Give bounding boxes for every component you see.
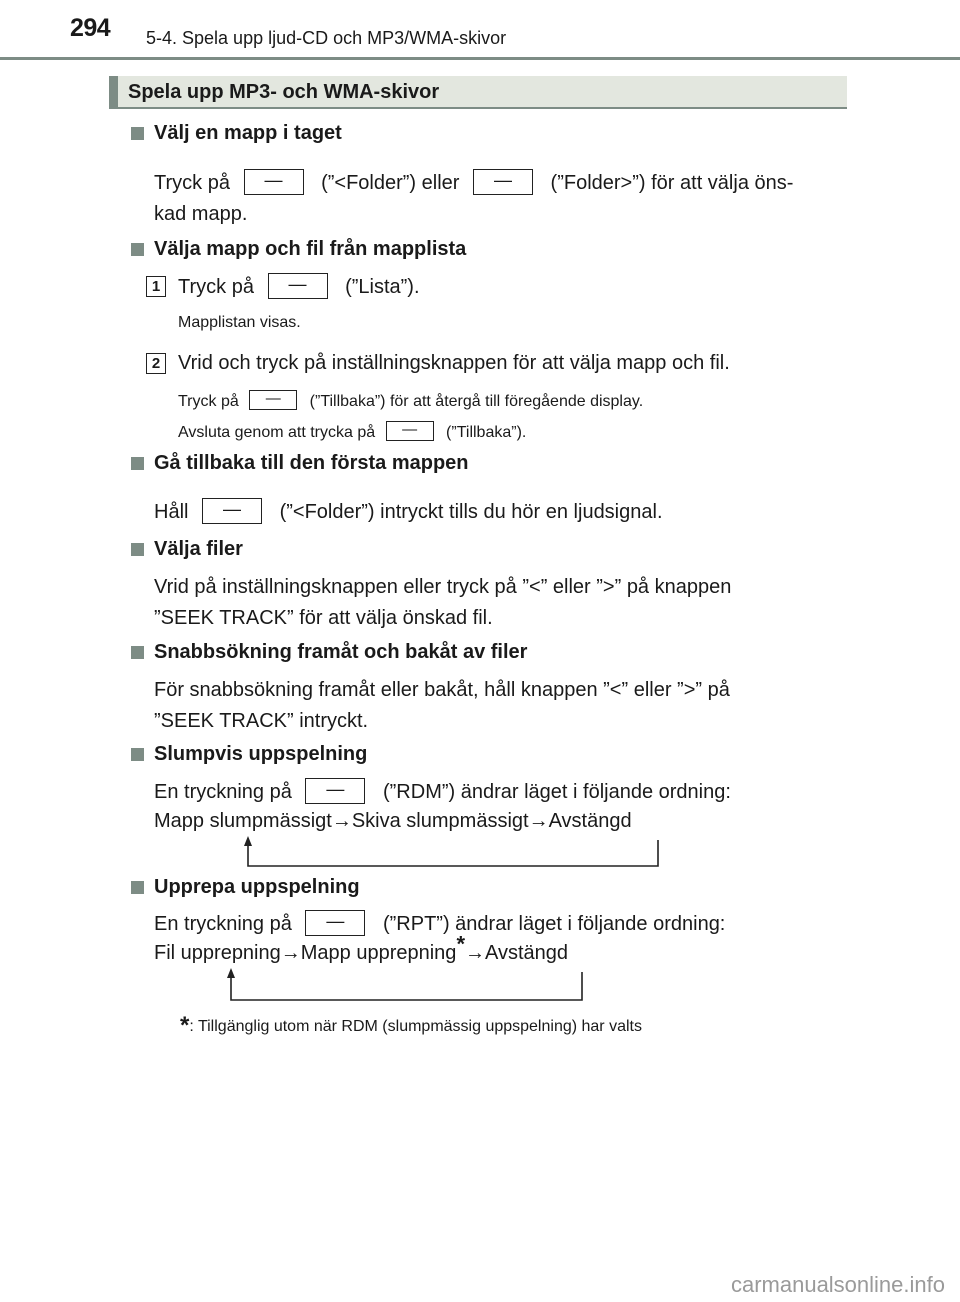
arrow-right-icon: → bbox=[280, 942, 301, 964]
section-title-box bbox=[109, 76, 847, 109]
step-2-text: Vrid och tryck på inställningsknappen för att välja mapp och fil. bbox=[178, 352, 730, 374]
mode-off: Avstängd bbox=[548, 810, 632, 832]
heading-text: Slumpvis uppspelning bbox=[154, 743, 368, 765]
heading-folder-at-a-time bbox=[131, 122, 342, 145]
mode-disc-random: Skiva slumpmässigt bbox=[351, 810, 529, 832]
paragraph-select-files bbox=[154, 572, 840, 634]
back-button-icon: — bbox=[386, 421, 434, 441]
heading-first-folder bbox=[131, 452, 469, 475]
heading-random bbox=[131, 743, 367, 766]
chapter-title: 5-4. Spela upp ljud-CD och MP3/WMA-skivor bbox=[146, 28, 507, 48]
square-bullet-icon bbox=[131, 881, 144, 894]
heading-text: Snabbsökning framåt och bakåt av filer bbox=[154, 641, 528, 663]
heading-text: Välja mapp och fil från mapplista bbox=[154, 238, 467, 260]
section-accent-bar bbox=[109, 76, 118, 107]
text: Håll bbox=[154, 501, 189, 523]
paragraph-random bbox=[154, 778, 731, 836]
footnote-marker: * bbox=[456, 931, 465, 957]
text: Avsluta genom att trycka på bbox=[178, 424, 376, 442]
text: En tryckning på bbox=[154, 781, 292, 803]
page-number: 294 bbox=[70, 14, 111, 42]
paragraph-fast-search bbox=[154, 675, 840, 737]
heading-repeat bbox=[131, 876, 360, 899]
text: (”RPT”) ändrar läget i följande ordning: bbox=[382, 913, 726, 935]
heading-select-files bbox=[131, 538, 243, 561]
list-button-icon: — bbox=[268, 273, 328, 299]
folder-prev-button-icon: — bbox=[244, 169, 304, 195]
back-button-icon: — bbox=[249, 390, 297, 410]
step-2-note-exit bbox=[178, 423, 526, 443]
text: (”Tillbaka”) för att återgå till föregående display. bbox=[309, 393, 644, 411]
text: Tryck på bbox=[154, 172, 230, 194]
arrow-right-icon: → bbox=[331, 810, 352, 832]
folder-prev-button-icon: — bbox=[202, 498, 262, 524]
loop-back-arrow-icon bbox=[238, 836, 668, 872]
folder-next-button-icon: — bbox=[473, 169, 533, 195]
text: (”<Folder”) eller bbox=[321, 172, 460, 194]
loop-back-arrow-icon bbox=[221, 968, 591, 1004]
paragraph-repeat bbox=[154, 910, 725, 968]
square-bullet-icon bbox=[131, 748, 144, 761]
rpt-button-icon: — bbox=[305, 910, 365, 936]
mode-folder-random: Mapp slumpmässigt bbox=[154, 810, 332, 832]
text: ”SEEK TRACK” för att välja önskad fil. bbox=[154, 607, 493, 629]
paragraph-folder-at-a-time bbox=[154, 168, 793, 230]
text: ”SEEK TRACK” intryckt. bbox=[154, 710, 369, 732]
heading-fast-search bbox=[131, 641, 527, 664]
text: En tryckning på bbox=[154, 913, 292, 935]
mode-folder-repeat: Mapp upprepning bbox=[300, 942, 457, 964]
text: kad mapp. bbox=[154, 203, 248, 225]
step-1-note: Mapplistan visas. bbox=[178, 314, 301, 331]
text: (”Lista”). bbox=[345, 276, 420, 298]
arrow-right-icon: → bbox=[528, 810, 549, 832]
header-divider bbox=[0, 57, 960, 60]
text: (”Tillbaka”). bbox=[446, 424, 527, 442]
text: Tryck på bbox=[178, 393, 239, 411]
step-2-note-back bbox=[178, 392, 643, 412]
text: (”<Folder”) intryckt tills du hör en ljudsignal. bbox=[279, 501, 663, 523]
square-bullet-icon bbox=[131, 543, 144, 556]
footnote-marker: * bbox=[180, 1012, 190, 1039]
heading-folder-list bbox=[131, 238, 466, 261]
step-1-badge bbox=[146, 276, 166, 297]
arrow-right-icon: → bbox=[465, 942, 485, 964]
mode-file-repeat: Fil upprepning bbox=[154, 942, 281, 964]
text: Vrid på inställningsknappen eller tryck på ”<” eller ”>” på knappen bbox=[154, 576, 732, 598]
paragraph-first-folder bbox=[154, 497, 663, 528]
step-number: 1 bbox=[146, 276, 166, 297]
heading-text: Välja filer bbox=[154, 538, 243, 560]
text: (”Folder>”) för att välja öns- bbox=[550, 172, 794, 194]
square-bullet-icon bbox=[131, 646, 144, 659]
step-2-badge bbox=[146, 353, 166, 374]
mode-off: Avstängd bbox=[485, 942, 569, 964]
text: Tryck på bbox=[178, 276, 254, 298]
text: För snabbsökning framåt eller bakåt, håll knappen ”<” eller ”>” på bbox=[154, 679, 730, 701]
square-bullet-icon bbox=[131, 243, 144, 256]
heading-text: Upprepa uppspelning bbox=[154, 876, 360, 898]
footnote-text: : Tillgänglig utom när RDM (slumpmässig uppspelning) har valts bbox=[189, 1018, 642, 1035]
heading-text: Gå tillbaka till den första mappen bbox=[154, 452, 469, 474]
square-bullet-icon bbox=[131, 457, 144, 470]
square-bullet-icon bbox=[131, 127, 144, 140]
heading-text: Välj en mapp i taget bbox=[154, 122, 342, 144]
watermark: carmanualsonline.info bbox=[730, 1272, 945, 1297]
step-1-text bbox=[178, 272, 420, 303]
rdm-button-icon: — bbox=[305, 778, 365, 804]
text: (”RDM”) ändrar läget i följande ordning: bbox=[382, 781, 731, 803]
step-number: 2 bbox=[146, 353, 166, 374]
footnote bbox=[180, 1010, 642, 1038]
section-title: Spela upp MP3- och WMA-skivor bbox=[128, 81, 440, 103]
